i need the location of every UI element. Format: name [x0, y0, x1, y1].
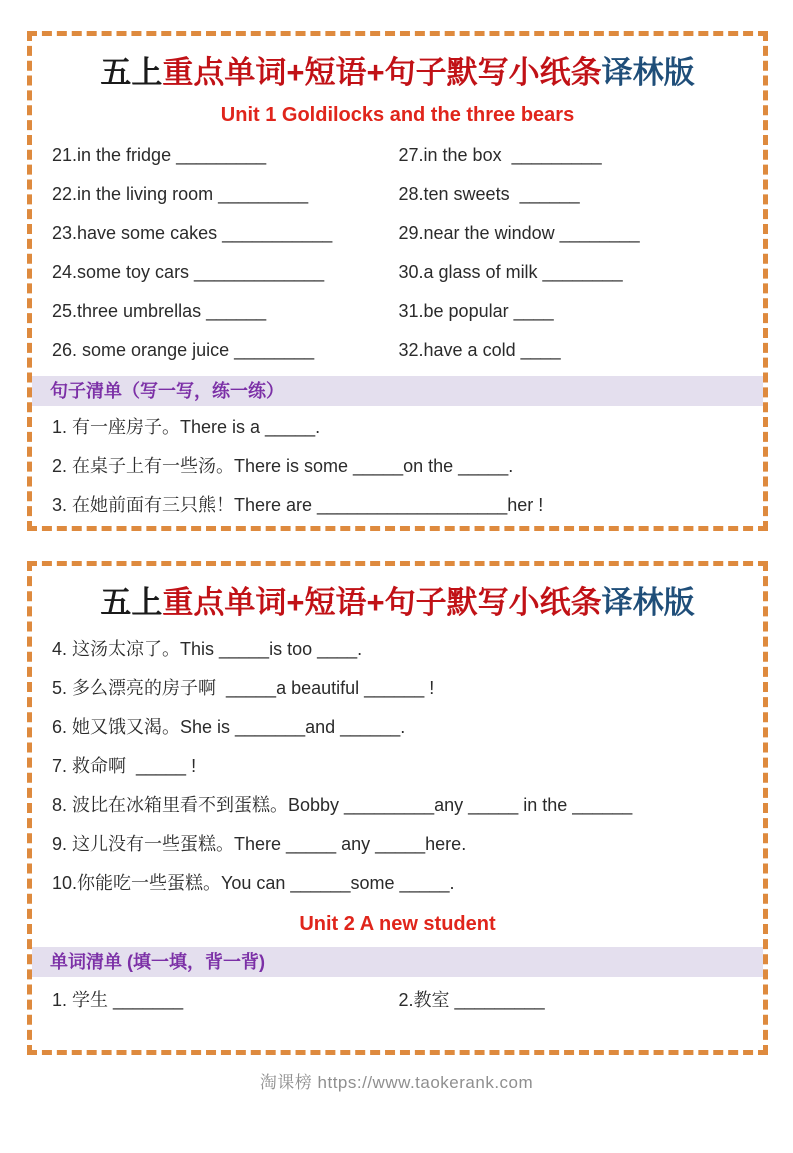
worksheet-card-2 — [27, 561, 768, 1055]
sentence-list — [50, 408, 745, 525]
sentence-item: 8. 波比在冰箱里看不到蛋糕。Bobby _________any _____ in the ______ — [52, 794, 633, 815]
word-list-banner: 单词清单 (填一填，背一背) — [32, 947, 763, 977]
worksheet-page — [0, 31, 793, 1093]
phrase-item: 31.be popular ____ — [398, 300, 554, 321]
footer-credit: 淘课榜 https://www.taokerank.com — [259, 1073, 534, 1092]
phrase-item: 25.three umbrellas ______ — [52, 300, 267, 321]
sentence-list-banner: 句子清单（写一写，练一练） — [32, 376, 763, 406]
word-item: 2.教室 _________ — [398, 989, 545, 1010]
phrase-item: 32.have a cold ____ — [398, 339, 561, 360]
sentence-item: 5. 多么漂亮的房子啊 _____a beautiful ______ ! — [52, 677, 435, 698]
phrase-item: 27.in the box _________ — [398, 144, 602, 165]
phrase-item: 22.in the living room _________ — [52, 183, 309, 204]
phrase-item: 26. some orange juice ________ — [52, 339, 315, 360]
sentence-item: 4. 这汤太凉了。This _____is too ____. — [52, 638, 363, 659]
sentence-item: 9. 这儿没有一些蛋糕。There _____ any _____here. — [52, 833, 467, 854]
sentence-item: 10.你能吃一些蛋糕。You can ______some _____. — [52, 872, 455, 893]
title-main: 重点单词+短语+句子默写小纸条 — [162, 55, 602, 90]
phrase-item: 29.near the window ________ — [398, 222, 640, 243]
title-edition: 译林版 — [601, 55, 695, 90]
phrase-item: 30.a glass of milk ________ — [398, 261, 623, 282]
phrase-item: 24.some toy cars _____________ — [52, 261, 325, 282]
title-grade: 五上 — [100, 585, 163, 620]
phrase-list — [50, 136, 745, 370]
sentence-item: 1. 有一座房子。There is a _____. — [52, 416, 321, 437]
card2-title — [50, 582, 745, 624]
phrase-item: 21.in the fridge _________ — [52, 144, 267, 165]
title-main: 重点单词+短语+句子默写小纸条 — [162, 585, 602, 620]
sentence-item: 6. 她又饿又渴。She is _______and ______. — [52, 716, 406, 737]
sentence-item: 2. 在桌子上有一些汤。There is some _____on the _____. — [52, 455, 514, 476]
worksheet-card-1 — [27, 31, 768, 531]
phrase-item: 28.ten sweets ______ — [398, 183, 580, 204]
title-grade: 五上 — [100, 55, 163, 90]
phrase-item: 23.have some cakes ___________ — [52, 222, 333, 243]
title-edition: 译林版 — [601, 585, 695, 620]
sentence-item: 7. 救命啊 _____ ! — [52, 755, 197, 776]
unit-1-heading: Unit 1 Goldilocks and the three bears — [220, 103, 575, 126]
word-item: 1. 学生 _______ — [52, 989, 184, 1010]
unit-2-heading: Unit 2 A new student — [299, 912, 496, 935]
sentence-list — [50, 630, 745, 903]
sentence-item: 3. 在她前面有三只熊！There are ___________________her ! — [52, 494, 544, 515]
card1-title — [50, 52, 745, 94]
word-list — [50, 981, 745, 1020]
